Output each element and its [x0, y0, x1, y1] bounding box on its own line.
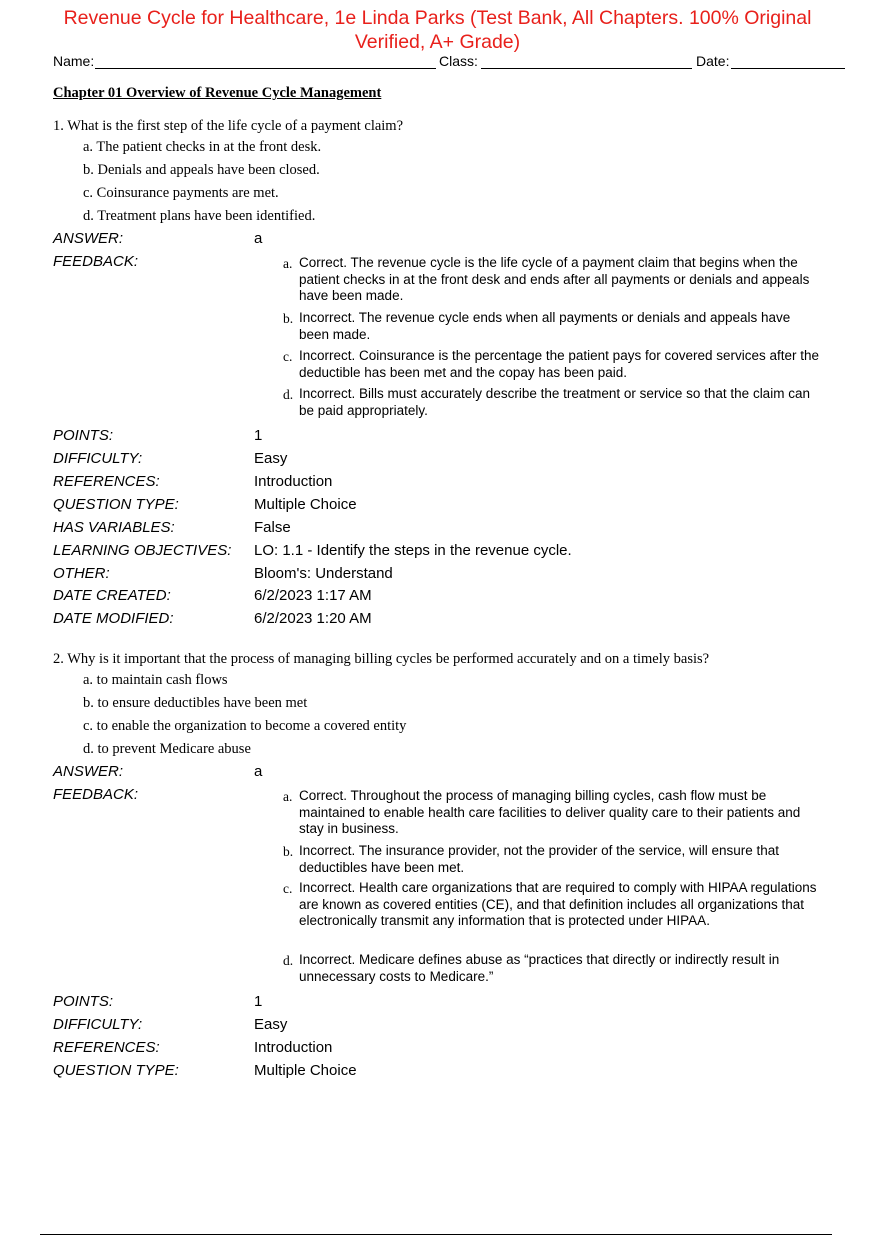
feedback-text: Correct. The revenue cycle is the life cycle of a payment claim that begins when the patient checks in at the front desk and ends after all payments or denials and appeals have been made.	[299, 255, 810, 303]
points-label: POINTS:	[53, 993, 114, 1010]
feedback-letter: b.	[283, 844, 294, 859]
feedback-text: Incorrect. The revenue cycle ends when all payments or denials and appeals have been made.	[299, 310, 791, 342]
feedback-letter: c.	[283, 881, 293, 896]
question-2-option-b: b. to ensure deductibles have been met	[83, 695, 308, 711]
name-class-date-bar	[53, 53, 845, 71]
question-1-question-type: Multiple Choice	[254, 496, 357, 513]
class-field-line[interactable]	[481, 68, 692, 69]
question-2-question-type: Multiple Choice	[254, 1062, 357, 1079]
feedback-text: Incorrect. Medicare defines abuse as “practices that directly or indirectly result in unnecessary costs to Medicare.”	[299, 952, 780, 984]
question-1-feedback-b	[283, 310, 823, 343]
question-1-points: 1	[254, 427, 263, 444]
feedback-letter: b.	[283, 311, 294, 326]
question-2-option-a: a. to maintain cash flows	[83, 672, 228, 688]
question-2-difficulty: Easy	[254, 1016, 288, 1033]
question-1-option-b: b. Denials and appeals have been closed.	[83, 162, 320, 178]
question-1-option-c: c. Coinsurance payments are met.	[83, 185, 279, 201]
answer-label: ANSWER:	[53, 230, 124, 247]
question-1-difficulty: Easy	[254, 450, 288, 467]
question-1-feedback-c	[283, 348, 823, 381]
references-label: REFERENCES:	[53, 1039, 160, 1056]
question-2-references: Introduction	[254, 1039, 333, 1056]
references-label: REFERENCES:	[53, 473, 160, 490]
feedback-text: Incorrect. Coinsurance is the percentage the patient pays for covered services after the deductible has been met and the copay has been paid.	[299, 348, 820, 380]
question-1-date-created: 6/2/2023 1:17 AM	[254, 587, 372, 604]
feedback-label: FEEDBACK:	[53, 253, 139, 270]
has-variables-label: HAS VARIABLES:	[53, 519, 175, 536]
question-1-answer: a	[254, 230, 263, 247]
question-2-feedback-a	[283, 788, 823, 838]
question-1-other: Bloom's: Understand	[254, 565, 393, 582]
question-1-references: Introduction	[254, 473, 333, 490]
date-field-line[interactable]	[731, 68, 845, 69]
date-modified-label: DATE MODIFIED:	[53, 610, 174, 627]
chapter-title: Chapter 01 Overview of Revenue Cycle Management	[53, 85, 382, 101]
question-1-learning-objectives: LO: 1.1 - Identify the steps in the revenue cycle.	[254, 542, 572, 559]
question-2-answer: a	[254, 763, 263, 780]
feedback-text: Incorrect. Health care organizations that are required to comply with HIPAA regulations are known as covered entities (CE), and that definition includes all organizations that electronically transmit any information that is protected under HIPAA.	[299, 880, 817, 928]
feedback-letter: c.	[283, 349, 293, 364]
feedback-text: Incorrect. Bills must accurately describe the treatment or service so that the claim can be paid appropriately.	[299, 386, 810, 418]
date-label: Date:	[696, 53, 730, 69]
question-2-text: 2. Why is it important that the process of managing billing cycles be performed accurately and on a timely basis?	[53, 651, 710, 667]
question-2-points: 1	[254, 993, 263, 1010]
title-line-1: Revenue Cycle for Healthcare, 1e Linda Parks (Test Bank, All Chapters. 100% Original	[63, 7, 812, 29]
feedback-letter: d.	[283, 387, 294, 402]
question-2-feedback-c	[283, 880, 823, 930]
question-1-feedback-d	[283, 386, 823, 419]
class-label: Class:	[439, 53, 478, 69]
difficulty-label: DIFFICULTY:	[53, 1016, 143, 1033]
question-1-has-variables: False	[254, 519, 291, 536]
date-created-label: DATE CREATED:	[53, 587, 171, 604]
question-2-feedback-b	[283, 843, 823, 876]
question-1-text: 1. What is the first step of the life cycle of a payment claim?	[53, 118, 404, 134]
feedback-text: Incorrect. The insurance provider, not the provider of the service, will ensure that deductibles have been met.	[299, 843, 779, 875]
feedback-letter: d.	[283, 953, 294, 968]
feedback-text: Correct. Throughout the process of managing billing cycles, cash flow must be maintained to enable health care facilities to deliver quality care to their patients and stay in business.	[299, 788, 801, 836]
question-type-label: QUESTION TYPE:	[53, 496, 179, 513]
question-1-option-a: a. The patient checks in at the front desk.	[83, 139, 322, 155]
feedback-letter: a.	[283, 256, 293, 271]
question-1-date-modified: 6/2/2023 1:20 AM	[254, 610, 372, 627]
question-1-feedback-a	[283, 255, 823, 305]
answer-label: ANSWER:	[53, 763, 124, 780]
name-field-line[interactable]	[95, 68, 436, 69]
title-line-2: Verified, A+ Grade)	[354, 31, 521, 53]
question-2-option-d: d. to prevent Medicare abuse	[83, 741, 251, 757]
points-label: POINTS:	[53, 427, 114, 444]
feedback-letter: a.	[283, 789, 293, 804]
learning-objectives-label: LEARNING OBJECTIVES:	[53, 542, 232, 559]
other-label: OTHER:	[53, 565, 110, 582]
feedback-label: FEEDBACK:	[53, 786, 139, 803]
difficulty-label: DIFFICULTY:	[53, 450, 143, 467]
question-2-feedback-d	[283, 952, 823, 985]
question-1-option-d: d. Treatment plans have been identified.	[83, 208, 316, 224]
question-type-label: QUESTION TYPE:	[53, 1062, 179, 1079]
question-2-option-c: c. to enable the organization to become a covered entity	[83, 718, 407, 734]
name-label: Name:	[53, 53, 95, 69]
document-title	[0, 6, 875, 54]
